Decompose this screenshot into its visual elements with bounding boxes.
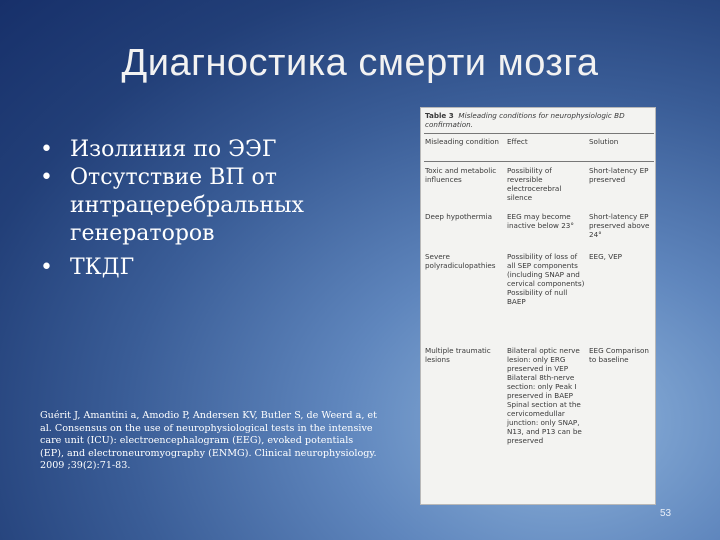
table-header-cell: Effect [507,137,528,146]
table-rule [424,133,654,134]
table-header-cell: Solution [589,137,619,146]
table-caption [425,111,653,129]
citation: Guérit J, Amantini a, Amodio P, Andersen KV, Butler S, de Weerd a, et al. Consensus on the use of neurophysiological tests in the intensive care unit (ICU): electroencephalogram (EEG), evoked potentials (EP), and electroneuromyography (ENMG). Clinical neurophysiology. 2009 ;39(2):71-83. [40,410,377,472]
bullet-text: Отсутствие ВП от интрацеребральных генераторов [70,165,304,246]
table-cell: Deep hypothermia [425,212,493,221]
table-cell: EEG, VEP [589,252,623,261]
table-cell: Short-latency EP preserved [589,166,649,184]
table-rule [424,161,654,162]
bullet-item [40,254,400,282]
table-cell: Bilateral optic nerve lesion: only ERG preserved in VEP Bilateral 8th-nerve section: only Peak I preserved in BAEP Spinal section at the cervicomedullar junction: only SNAP, N13, and P13 can be preserved [507,346,582,445]
bullet-item [40,164,400,248]
page-number: 53 [660,508,672,519]
table-cell: Possibility of loss of all SEP components (including SNAP and cervical components) Possibility of null BAEP [507,252,585,306]
table-image [420,107,656,505]
table-cell: Short-latency EP preserved above 24° [589,212,650,239]
table-header-cell: Misleading condition [425,137,499,146]
table-cell: Multiple traumatic lesions [425,346,491,364]
table-caption-text: Misleading conditions for neurophysiologic BD confirmation. [425,111,625,129]
bullet-list [40,136,400,282]
bullet-text: Изолиния по ЭЭГ [70,137,277,162]
table-cell: EEG Comparison to baseline [589,346,649,364]
bullet-dot: • [40,165,53,190]
table-cell: Possibility of reversible electrocerebral silence [507,166,562,202]
bullet-text: ТКДГ [70,255,135,280]
table-cell: Severe polyradiculopathies [425,252,496,270]
table-caption-label: Table 3 [425,111,454,120]
table-cell: Toxic and metabolic influences [425,166,497,184]
slide-title: Диагностика смерти мозга [121,42,599,84]
bullet-dot: • [40,255,53,280]
table-cell: EEG may become inactive below 23° [507,212,574,230]
bullet-dot: • [40,137,53,162]
bullet-item [40,136,400,164]
